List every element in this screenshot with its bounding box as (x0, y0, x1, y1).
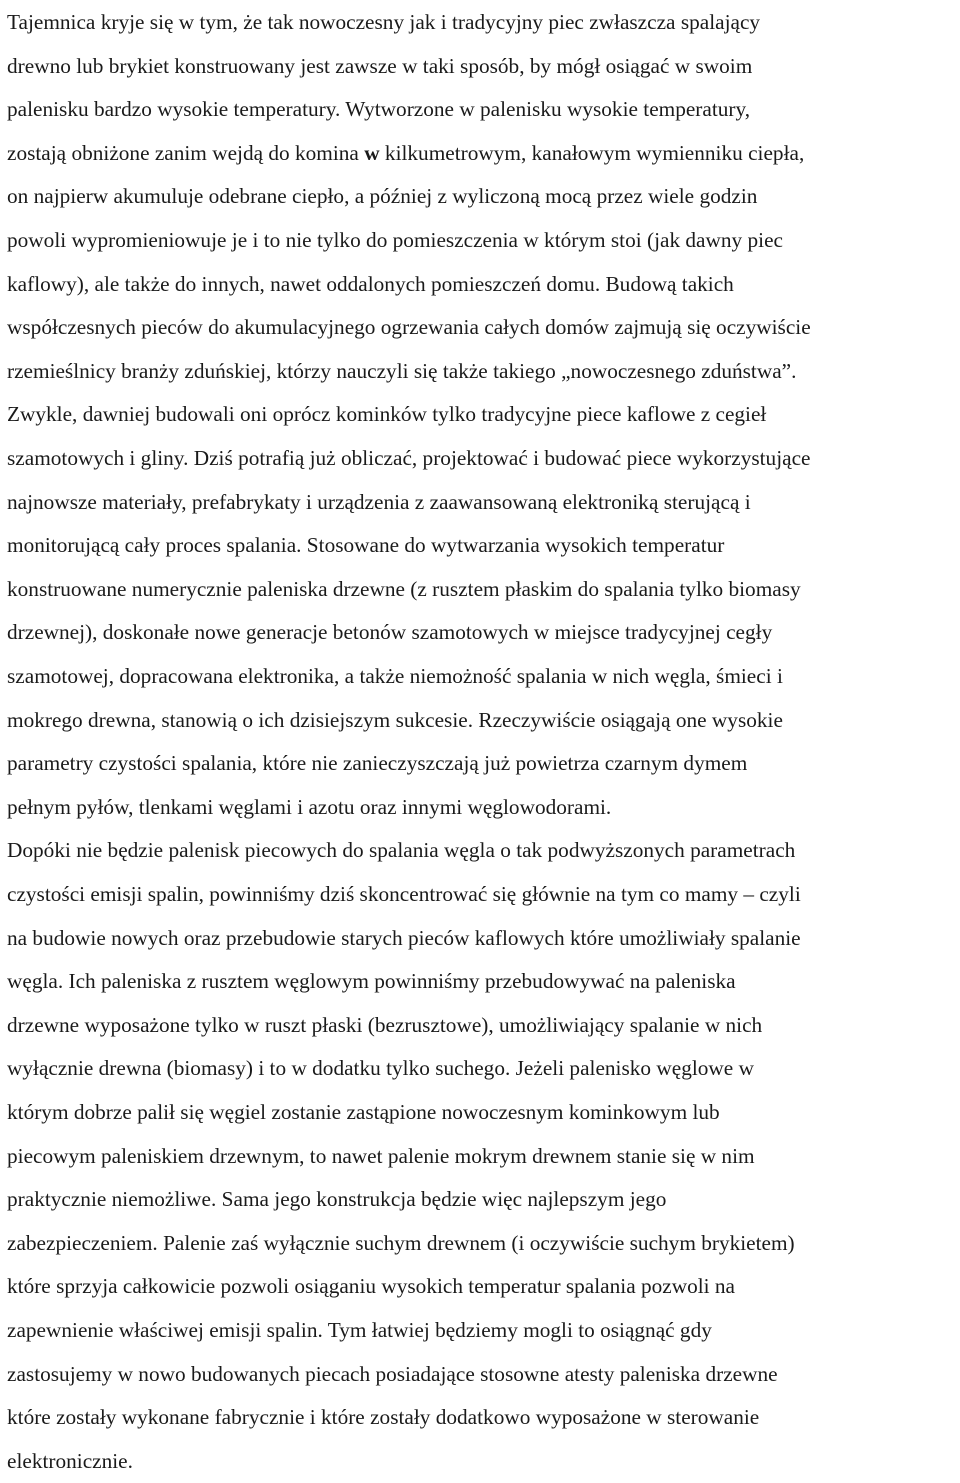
text-line: węgla. Ich paleniska z rusztem węglowym powinniśmy przebudowywać na paleniska (7, 969, 736, 994)
text-line: zabezpieczeniem. Palenie zaś wyłącznie suchym drewnem (i oczywiście suchym brykietem) (7, 1230, 795, 1255)
text-line: które zostały wykonane fabrycznie i które zostały dodatkowo wyposażone w sterowanie (7, 1405, 760, 1430)
text-line: pełnym pyłów, tlenkami węglami i azotu oraz innymi węglowodorami. (7, 794, 612, 819)
text-line: kaflowy), ale także do innych, nawet oddalonych pomieszczeń domu. Budową takich (7, 271, 734, 296)
text-line (7, 131, 957, 175)
text-line: rzemieślnicy branży zduńskiej, którzy nauczyli się także takiego „nowoczesnego zduństwa”. (7, 358, 797, 383)
bold-text-run: w (364, 140, 380, 165)
text-line: najnowsze materiały, prefabrykaty i urządzenia z zaawansowaną elektroniką sterującą i (7, 489, 751, 514)
text-run: kilkumetrowym, kanałowym wymienniku ciepła, (379, 140, 805, 165)
text-line: które sprzyja całkowicie pozwoli osiąganiu wysokich temperatur spalania pozwoli na (7, 1274, 736, 1299)
text-line: parametry czystości spalania, które nie zanieczyszczają już powietrza czarnym dymem (7, 751, 748, 776)
text-line: wyłącznie drewna (biomasy) i to w dodatku tylko suchego. Jeżeli palenisko węglowe w (7, 1056, 754, 1081)
text-line: praktycznie niemożliwe. Sama jego konstrukcja będzie więc najlepszym jego (7, 1187, 667, 1212)
text-run: zostają obniżone zanim wejdą do komina (7, 140, 365, 165)
text-line: czystości emisji spalin, powinniśmy dziś skoncentrować się głównie na tym co mamy – czyli (7, 882, 801, 906)
text-line: szamotowej, dopracowana elektronika, a także niemożność spalania w nich węgla, śmieci i (7, 664, 783, 688)
text-line: współczesnych pieców do akumulacyjnego ogrzewania całych domów zajmują się oczywiście (7, 315, 811, 340)
text-line: on najpierw akumuluje odebrane ciepło, a później z wyliczoną mocą przez wiele godzin (7, 184, 758, 209)
text-line: monitorującą cały proces spalania. Stosowane do wytwarzania wysokich temperatur (7, 533, 725, 558)
text-line: którym dobrze palił się węgiel zostanie zastąpione nowoczesnym kominkowym lub (7, 1100, 720, 1124)
text-line: drzewnej), doskonałe nowe generacje betonów szamotowych w miejsce tradycyjnej cegły (7, 620, 773, 645)
text-line: palenisku bardzo wysokie temperatury. Wytworzone w palenisku wysokie temperatury, (7, 97, 751, 122)
text-line: zapewnienie właściwej emisji spalin. Tym łatwiej będziemy mogli to osiągnąć gdy (7, 1318, 712, 1342)
text-line: piecowym paleniskiem drzewnym, to nawet palenie mokrym drewnem stanie się w nim (7, 1143, 755, 1168)
text-line: Dopóki nie będzie palenisk piecowych do spalania węgla o tak podwyższonych parametrach (7, 838, 796, 863)
text-line: mokrego drewna, stanowią o ich dzisiejszym sukcesie. Rzeczywiście osiągają one wysokie (7, 707, 783, 732)
text-line: elektronicznie. (7, 1448, 133, 1473)
text-line: zastosujemy w nowo budowanych piecach posiadające stosowne atesty paleniska drzewne (7, 1361, 778, 1386)
text-line: powoli wypromieniowuje je i to nie tylko do pomieszczenia w którym stoi (jak dawny piec (7, 228, 783, 252)
text-line: drzewne wyposażone tylko w ruszt płaski (bezrusztowe), umożliwiający spalanie w nich (7, 1012, 763, 1037)
text-line: Zwykle, dawniej budowali oni oprócz kominków tylko tradycyjne piece kaflowe z cegieł (7, 402, 767, 427)
text-line: szamotowych i gliny. Dziś potrafią już obliczać, projektować i budować piece wykorzystujące (7, 446, 811, 470)
text-line: konstruowane numerycznie paleniska drzewne (z rusztem płaskim do spalania tylko biomasy (7, 576, 801, 601)
text-line: na budowie nowych oraz przebudowie starych pieców kaflowych które umożliwiały spalanie (7, 925, 801, 950)
text-line: Tajemnica kryje się w tym, że tak nowoczesny jak i tradycyjny piec zwłaszcza spalający (7, 10, 761, 34)
text-line: drewno lub brykiet konstruowany jest zawsze w taki sposób, by mógł osiągać w swoim (7, 53, 753, 78)
